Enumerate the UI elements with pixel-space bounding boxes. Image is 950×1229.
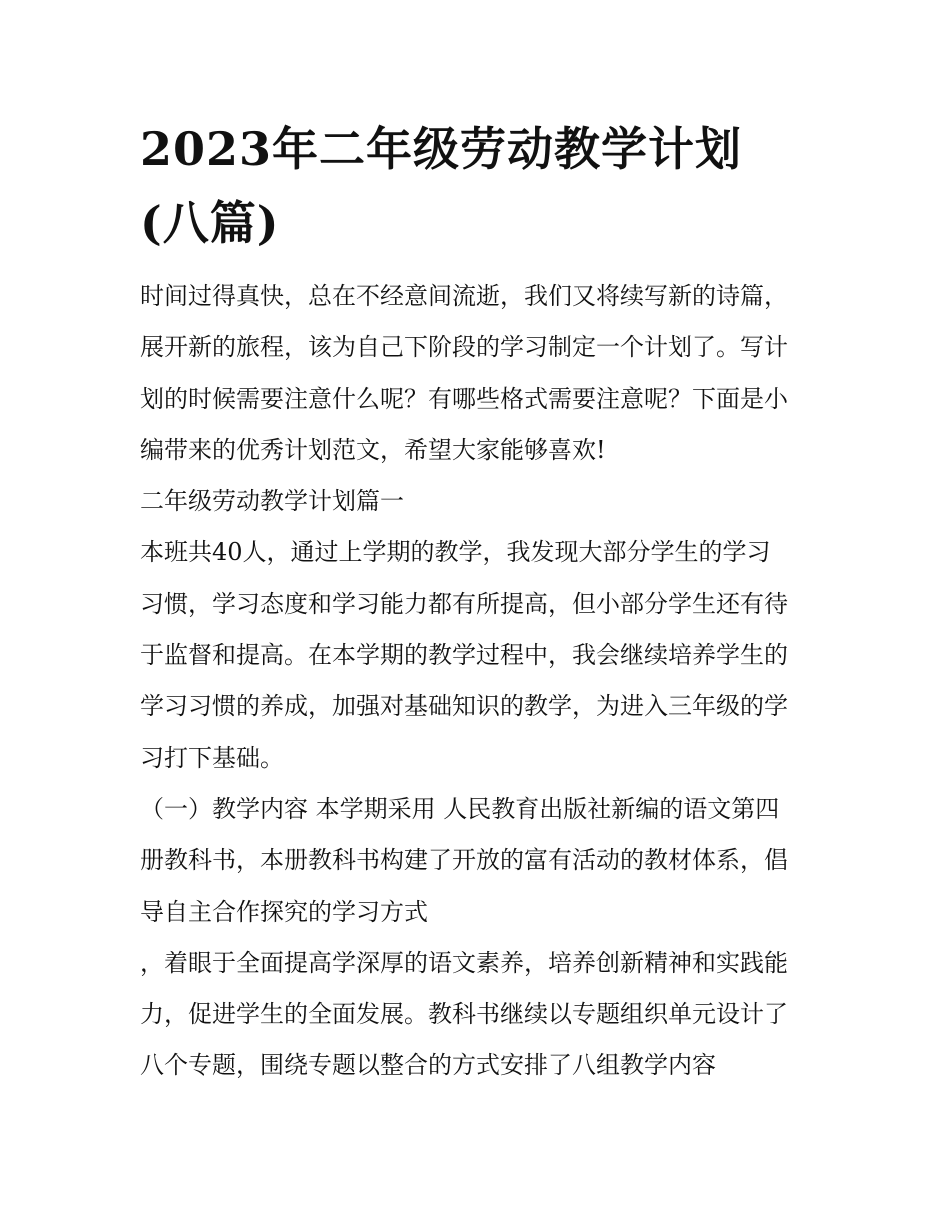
paragraph-1-line-4: 学习习惯的养成，加强对基础知识的教学，为进入三年级的学	[140, 692, 788, 721]
paragraph-1-line-1: 本班共40人，通过上学期的教学，我发现大部分学生的学习	[140, 538, 771, 567]
document-title	[140, 112, 830, 260]
paragraph-3-line-2: 力，促进学生的全面发展。教科书继续以专题组织单元设计了	[140, 1000, 788, 1029]
paragraph-1-line-3: 于监督和提高。在本学期的教学过程中，我会继续培养学生的	[140, 641, 788, 670]
intro-line-2: 展开新的旅程，该为自己下阶段的学习制定一个计划了。写计	[140, 333, 788, 362]
document-body	[140, 271, 830, 1092]
title-line-1: 2023年二年级劳动教学计划	[140, 122, 743, 176]
title-line-2: (八篇)	[140, 196, 280, 250]
intro-line-1: 时间过得真快，总在不经意间流逝，我们又将续写新的诗篇，	[140, 282, 788, 310]
section-heading: 二年级劳动教学计划篇一	[140, 487, 404, 516]
intro-line-4: 编带来的优秀计划范文，希望大家能够喜欢!	[140, 435, 606, 464]
paragraph-2-line-3: 导自主合作探究的学习方式	[140, 897, 428, 926]
paragraph-1-line-2: 习惯，学习态度和学习能力都有所提高，但小部分学生还有待	[140, 589, 788, 618]
paragraph-1-line-5: 习打下基础。	[140, 743, 284, 772]
paragraph-2-line-1: （一）教学内容 本学期采用 人民教育出版社新编的语文第四	[140, 794, 780, 823]
paragraph-3-line-3: 八个专题，围绕专题以整合的方式安排了八组教学内容	[140, 1051, 716, 1080]
intro-line-3: 划的时候需要注意什么呢？有哪些格式需要注意呢？下面是小	[140, 384, 788, 413]
paragraph-2-line-2: 册教科书，本册教科书构建了开放的富有活动的教材体系，倡	[140, 846, 788, 875]
paragraph-3-line-1: ，着眼于全面提高学深厚的语文素养，培养创新精神和实践能	[140, 948, 788, 977]
